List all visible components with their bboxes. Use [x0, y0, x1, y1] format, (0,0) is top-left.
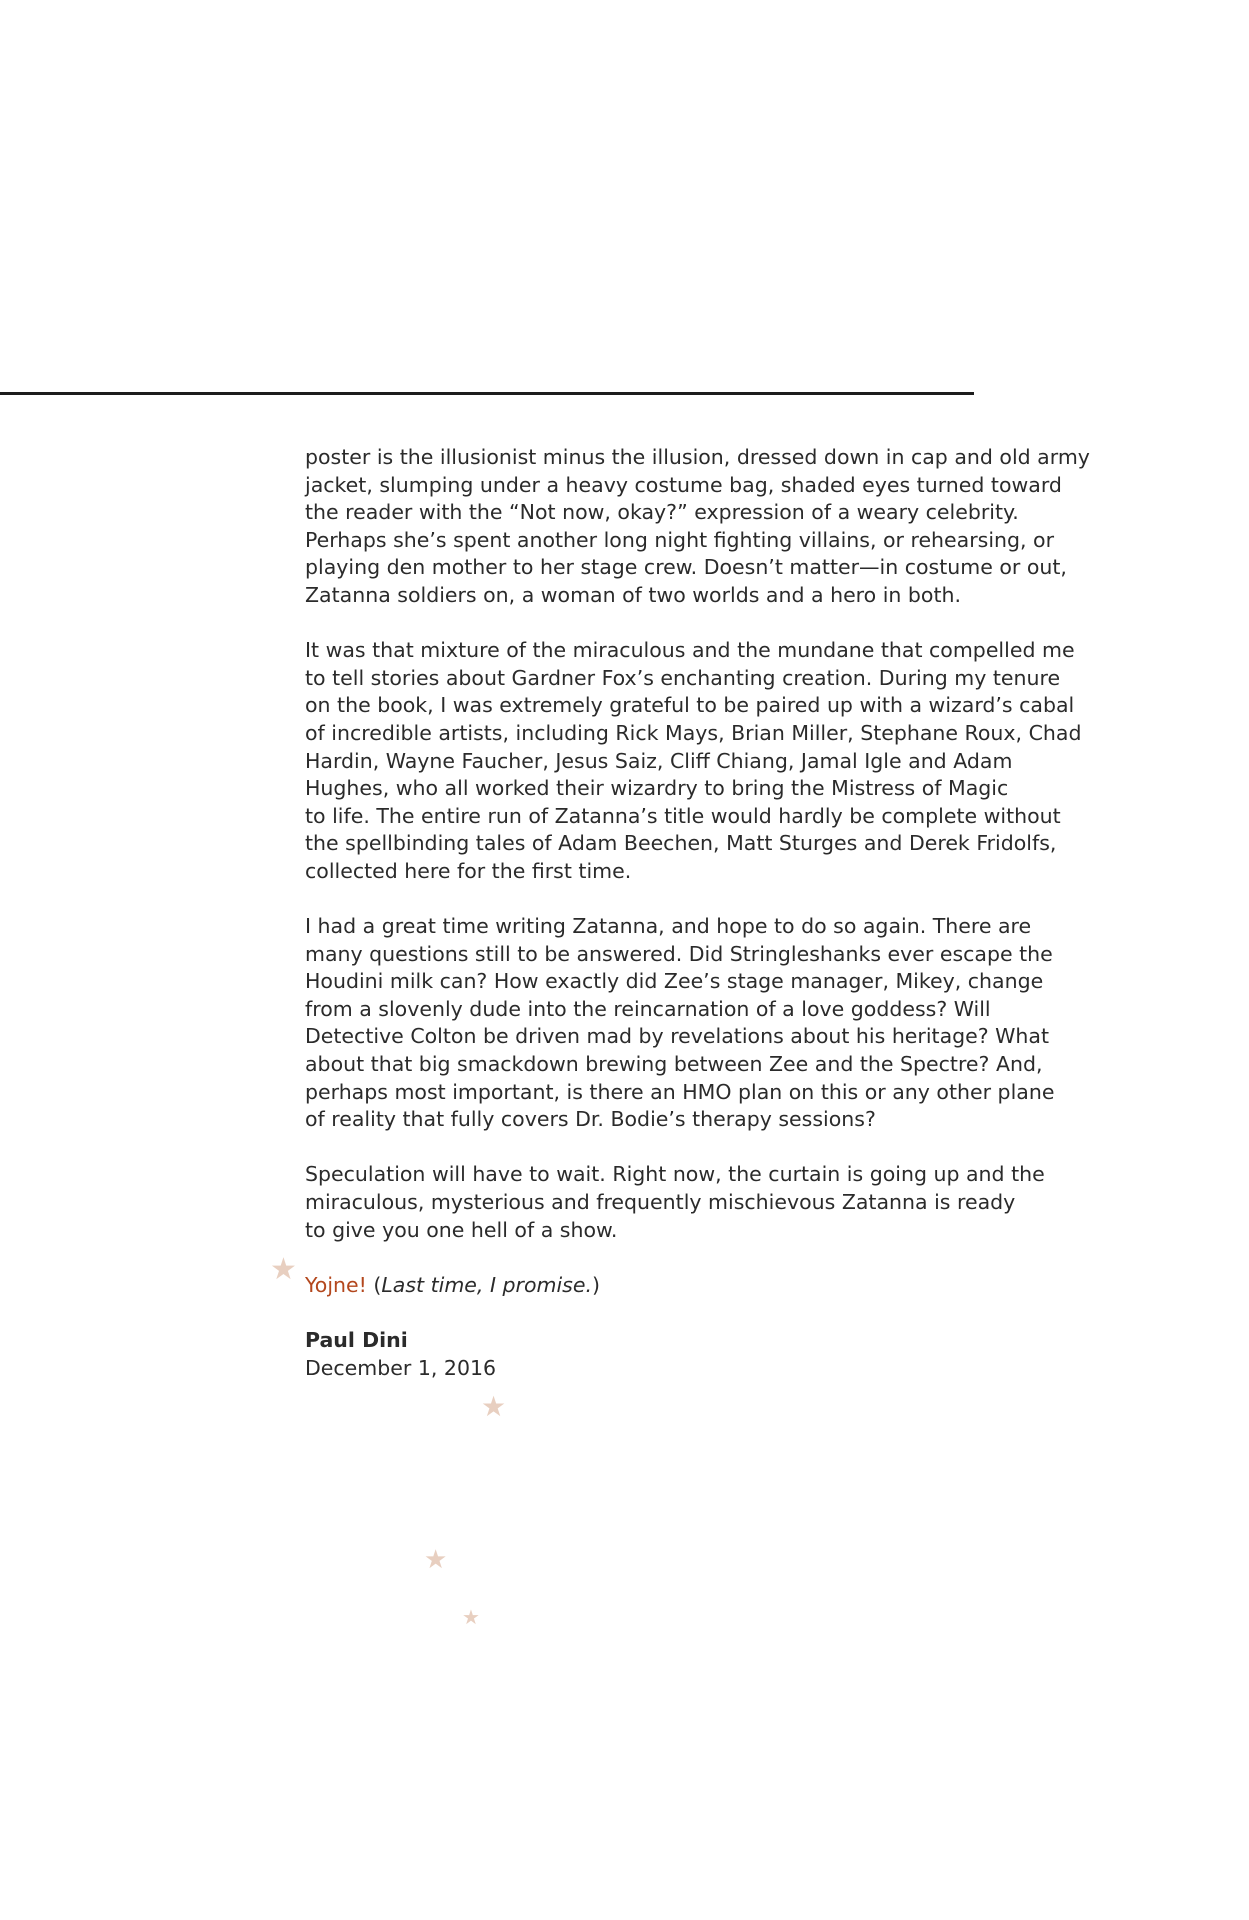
star-icon: ★ — [462, 1605, 480, 1629]
star-icon: ★ — [270, 1252, 297, 1287]
text-line: playing den mother to her stage crew. Doesn’t matter—in costume or out, — [305, 555, 1067, 580]
star-icon: ★ — [481, 1390, 507, 1423]
text-line: Hardin, Wayne Faucher, Jesus Saiz, Cliff Chiang, Jamal Igle and Adam — [305, 748, 1013, 773]
paragraph-2 — [305, 637, 1135, 885]
text-line: Zatanna soldiers on, a woman of two worlds and a hero in both. — [305, 582, 962, 607]
text-line: of incredible artists, including Rick Mays, Brian Miller, Stephane Roux, Chad — [305, 720, 1082, 745]
star-icon: ★ — [424, 1545, 448, 1575]
text-line: Houdini milk can? How exactly did Zee’s stage manager, Mikey, change — [305, 969, 1044, 994]
text-line: I had a great time writing Zatanna, and hope to do so again. There are — [305, 914, 1032, 939]
text-line: Detective Colton be driven mad by revelations about his heritage? What — [305, 1024, 1050, 1049]
paragraph-4 — [305, 1161, 1135, 1244]
text-line: to give you one hell of a show. — [305, 1217, 618, 1242]
aside-open-paren: ( — [366, 1272, 382, 1297]
closing-line — [305, 1272, 1135, 1300]
text-line: jacket, slumping under a heavy costume bag, shaded eyes turned toward — [305, 472, 1062, 497]
text-line: the reader with the “Not now, okay?” expression of a weary celebrity. — [305, 500, 1019, 525]
signature-date: December 1, 2016 — [305, 1355, 497, 1380]
aside-close-paren: ) — [591, 1272, 600, 1297]
letter-body — [305, 444, 1135, 1410]
text-line: about that big smackdown brewing between Zee and the Spectre? And, — [305, 1052, 1043, 1077]
text-line: Hughes, who all worked their wizardry to bring the Mistress of Magic — [305, 776, 1009, 801]
text-line: to life. The entire run of Zatanna’s title would hardly be complete without — [305, 803, 1061, 828]
signature-name: Paul Dini — [305, 1328, 408, 1352]
text-line: from a slovenly dude into the reincarnation of a love goddess? Will — [305, 996, 991, 1021]
closing-aside: Last time, I promise. — [381, 1272, 592, 1297]
closing-exclamation: Yojne! — [305, 1272, 367, 1297]
text-line: collected here for the first time. — [305, 858, 632, 883]
text-line: perhaps most important, is there an HMO plan on this or any other plane — [305, 1079, 1055, 1104]
paragraph-1 — [305, 444, 1135, 610]
paragraph-3 — [305, 913, 1135, 1134]
text-line: miraculous, mysterious and frequently mischievous Zatanna is ready — [305, 1190, 1016, 1215]
text-line: to tell stories about Gardner Fox’s enchanting creation. During my tenure — [305, 665, 1061, 690]
top-divider-rule — [0, 392, 974, 395]
text-line: many questions still to be answered. Did Stringleshanks ever escape the — [305, 941, 1053, 966]
text-line: poster is the illusionist minus the illusion, dressed down in cap and old army — [305, 445, 1090, 469]
text-line: of reality that fully covers Dr. Bodie’s therapy sessions? — [305, 1107, 876, 1132]
text-line: the spellbinding tales of Adam Beechen, Matt Sturges and Derek Fridolfs, — [305, 831, 1057, 856]
text-line: on the book, I was extremely grateful to be paired up with a wizard’s cabal — [305, 693, 1075, 718]
text-line: Perhaps she’s spent another long night fighting villains, or rehearsing, or — [305, 527, 1055, 552]
text-line: Speculation will have to wait. Right now, the curtain is going up and the — [305, 1162, 1045, 1187]
signature — [305, 1327, 1135, 1382]
text-line: It was that mixture of the miraculous and the mundane that compelled me — [305, 638, 1075, 663]
